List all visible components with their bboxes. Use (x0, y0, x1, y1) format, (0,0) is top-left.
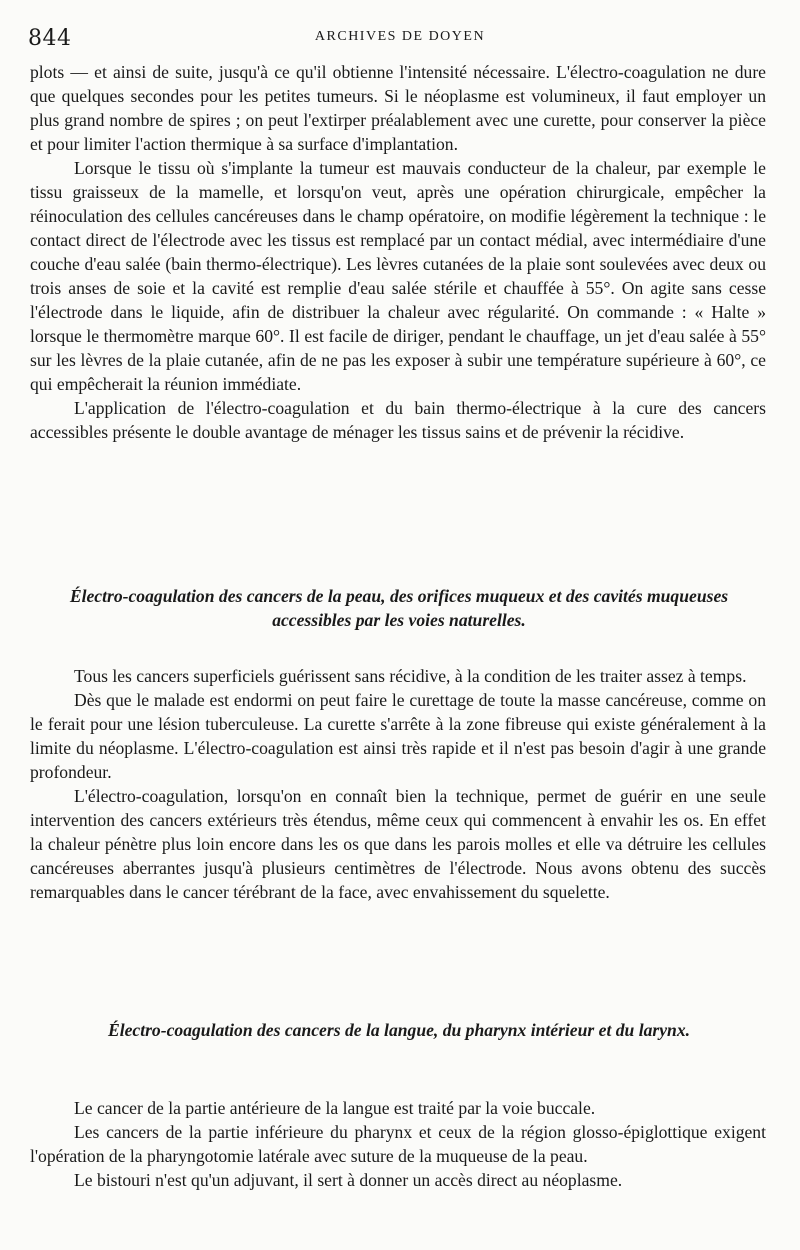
paragraph: Lorsque le tissu où s'implante la tumeur est mauvais conducteur de la chaleur, par exemple le tissu graisseux de la mamelle, et lorsqu'on veut, après une opération chirurgicale, empêcher la réinoculation des cellules cancéreuses dans le champ opératoire, on modifie légèrement la technique : le contact direct de l'électrode avec les tissus est remplacé par un contact médial, avec intermédiaire d'une couche d'eau salée (bain thermo-électrique). Les lèvres cutanées de la plaie sont soulevées avec deux ou trois anses de soie et la cavité est remplie d'eau salée stérile et chauffée à 55°. On agite sans cesse l'électrode dans le liquide, afin de distribuer la chaleur avec régularité. On commande : « Halte » lorsque le thermomètre marque 60°. Il est facile de diriger, pendant le chauffage, un jet d'eau salée à 55° sur les lèvres de la plaie cutanée, afin de ne pas les exposer à subir une température supérieure à 60°, ce qui empêcherait la réunion immédiate. (30, 158, 766, 394)
paragraph: Les cancers de la partie inférieure du pharynx et ceux de la région glosso-épiglottique exigent l'opération de la pharyngotomie latérale avec suture de la muqueuse de la peau. (30, 1122, 766, 1166)
paragraph: Le cancer de la partie antérieure de la langue est traité par la voie buccale. (74, 1098, 596, 1118)
paragraph: plots — et ainsi de suite, jusqu'à ce qu'il obtienne l'intensité nécessaire. L'électro-coagulation ne dure que quelques secondes pour les petites tumeurs. Si le néoplasme est volumineux, il faut employer un plus grand nombre de spires ; on peut l'extirper préalablement avec une curette, pour conserver la pièce et pour limiter l'action thermique à sa surface d'implantation. (30, 62, 766, 154)
running-title: ARCHIVES DE DOYEN (314, 29, 486, 44)
text-block-skin-cancers (30, 664, 766, 904)
paragraph: Dès que le malade est endormi on peut faire le curettage de toute la masse cancéreuse, comme on le ferait pour une lésion tuberculeuse. La curette s'arrête à la zone fibreuse qui existe généralement à la limite du néoplasme. L'électro-coagulation est ainsi très rapide et il n'est pas besoin d'agir à une grande profondeur. (30, 690, 766, 782)
paragraph: L'application de l'électro-coagulation et du bain thermo-électrique à la cure des cancers accessibles présente le double avantage de ménager les tissus sains et de prévenir la récidive. (30, 398, 766, 442)
paragraph: Tous les cancers superficiels guérissent sans récidive, à la condition de les traiter assez à temps. (74, 666, 747, 686)
text-block-tongue-cancers (30, 1096, 766, 1192)
paragraph: Le bistouri n'est qu'un adjuvant, il sert à donner un accès direct au néoplasme. (74, 1170, 623, 1190)
page-number: 844 (28, 26, 72, 51)
section-heading-tongue-cancers: Électro-coagulation des cancers de la langue, du pharynx intérieur et du larynx. (107, 1020, 691, 1040)
section-heading-skin-cancers: Électro-coagulation des cancers de la peau, des orifices muqueux et des cavités muqueuses accessibles par les voies naturelles. (69, 586, 729, 630)
text-block-intro (30, 60, 766, 444)
paragraph: L'électro-coagulation, lorsqu'on en connaît bien la technique, permet de guérir en une seule intervention des cancers extérieurs très étendus, même ceux qui commencent à envahir les os. En effet la chaleur pénètre plus loin encore dans les os que dans les parois molles et elle va détruire les cellules cancéreuses aberrantes jusqu'à plusieurs centimètres de l'électrode. Nous avons obtenu des succès remarquables dans le cancer térébrant de la face, avec envahissement du squelette. (30, 786, 766, 902)
